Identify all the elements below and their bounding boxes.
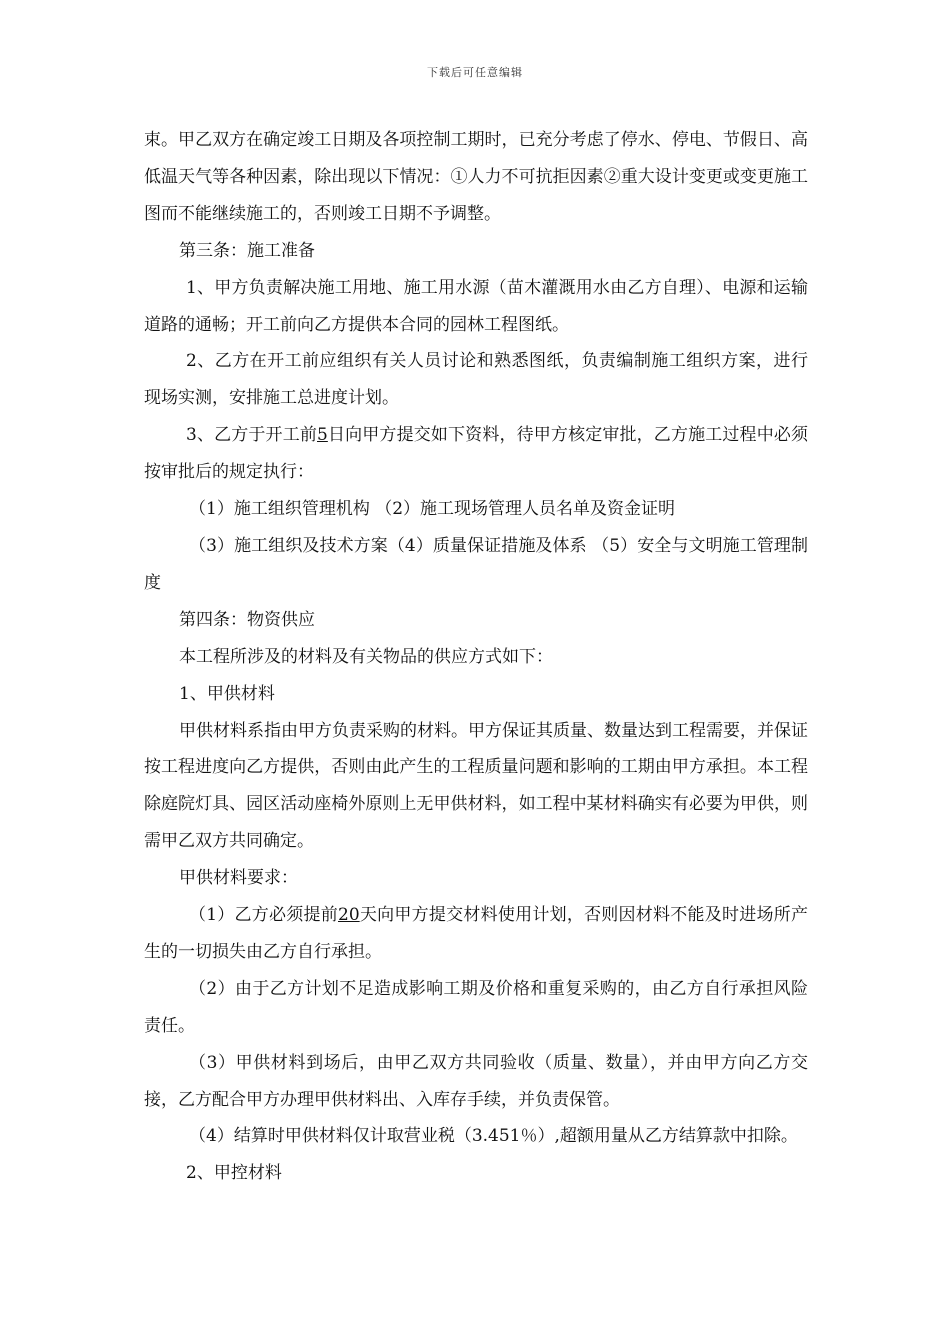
paragraph-doc-list-2: （3）施工组织及技术方案（4）质量保证措施及体系 （5）安全与文明施工管理制度 bbox=[144, 535, 808, 593]
prep-item-3-days: 5 bbox=[317, 425, 328, 446]
req-1-before: （1）乙方必须提前 bbox=[189, 905, 339, 926]
article-3-heading: 第三条：施工准备 bbox=[179, 240, 315, 261]
paragraph-req-1 bbox=[144, 897, 808, 971]
subheading-owner-supplied-req: 甲供材料要求： bbox=[179, 868, 298, 889]
paragraph-req-2: （2）由于乙方计划不足造成影响工期及价格和重复采购的，由乙方自行承担风险责任。 bbox=[144, 978, 808, 1036]
subheading-owner-controlled: 2、甲控材料 bbox=[186, 1163, 282, 1184]
paragraph-req-4: （4）结算时甲供材料仅计取营业税（3.451％）,超额用量从乙方结算款中扣除。 bbox=[189, 1126, 798, 1147]
page-header: 下载后可任意编辑 bbox=[427, 66, 523, 79]
document-body bbox=[144, 122, 808, 1192]
paragraph-prep-item-3 bbox=[144, 417, 808, 491]
paragraph-supply-intro: 本工程所涉及的材料及有关物品的供应方式如下： bbox=[179, 646, 553, 667]
paragraph-req-3: （3）甲供材料到场后，由甲乙双方共同验收（质量、数量），并由甲方向乙方交接，乙方配合甲方办理甲供材料出、入库存手续，并负责保管。 bbox=[144, 1052, 808, 1110]
prep-item-3-after: 日向甲方提交如下资料，待甲方核定审批，乙方施工过程中必须按审批后的规定执行： bbox=[144, 425, 808, 483]
req-1-after: 天向甲方提交材料使用计划，否则因材料不能及时进场所产生的一切损失由乙方自行承担。 bbox=[144, 905, 808, 962]
paragraph-prep-item-2: 2、乙方在开工前应组织有关人员讨论和熟悉图纸，负责编制施工组织方案，进行现场实测，安排施工总进度计划。 bbox=[144, 351, 808, 409]
prep-item-3-before: 3、乙方于开工前 bbox=[186, 425, 318, 446]
paragraph-owner-supplied-def: 甲供材料系指由甲方负责采购的材料。甲方保证其质量、数量达到工程需要，并保证按工程进度向乙方提供，否则由此产生的工程质量问题和影响的工期由甲方承担。本工程除庭院灯具、园区活动座椅外原则上无甲供材料，如工程中某材料确实有必要为甲供，则需甲乙双方共同确定。 bbox=[144, 720, 808, 852]
paragraph-doc-list-1: （1）施工组织管理机构 （2）施工现场管理人员名单及资金证明 bbox=[189, 499, 676, 520]
article-4-heading: 第四条：物资供应 bbox=[179, 609, 315, 630]
subheading-owner-supplied: 1、甲供材料 bbox=[179, 683, 275, 704]
paragraph-prep-item-1: 1、甲方负责解决施工用地、施工用水源（苗木灌溉用水由乙方自理）、电源和运输道路的通畅；开工前向乙方提供本合同的园林工程图纸。 bbox=[144, 277, 808, 335]
req-1-days: 20 bbox=[338, 905, 360, 926]
paragraph-completion-clause: 束。甲乙双方在确定竣工日期及各项控制工期时，已充分考虑了停水、停电、节假日、高低温天气等各种因素，除出现以下情况：①人力不可抗拒因素②重大设计变更或变更施工图而不能继续施工的，否则竣工日期不予调整。 bbox=[144, 130, 808, 224]
